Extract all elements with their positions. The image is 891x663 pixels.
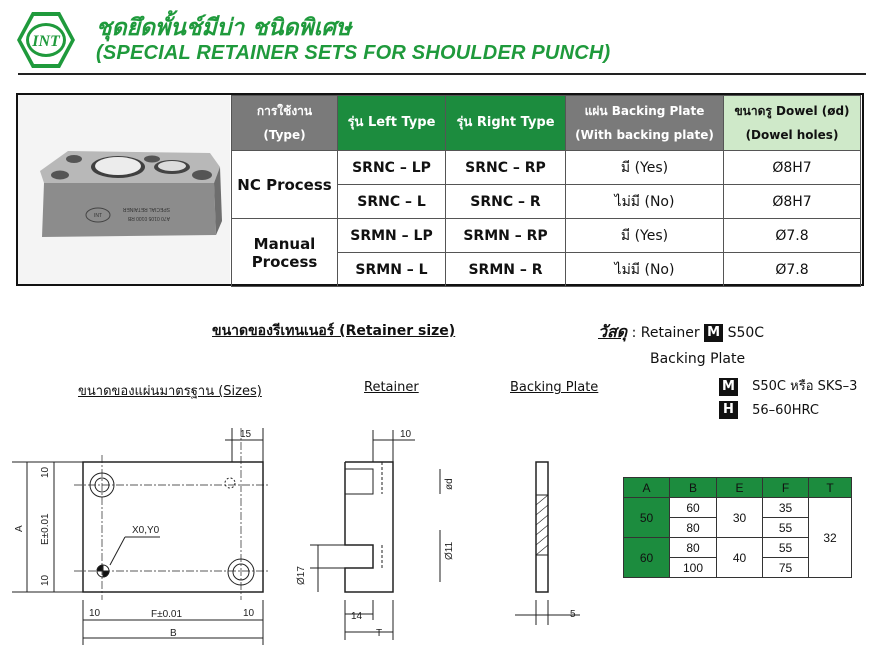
col-left-header: รุ่น Left Type bbox=[338, 96, 446, 151]
backing-cell: มี (Yes) bbox=[566, 219, 724, 253]
header-rule bbox=[18, 73, 866, 75]
material-retainer: วัสดุ : Retainer M S50C bbox=[598, 322, 765, 341]
material-backing-label: Backing Plate bbox=[650, 351, 746, 367]
dowel-cell: Ø8H7 bbox=[724, 185, 861, 219]
right-type-cell: SRNC – R bbox=[446, 185, 566, 219]
dim-15: 15 bbox=[240, 429, 252, 440]
dowel-cell: Ø7.8 bbox=[724, 253, 861, 287]
size-f: 35 bbox=[763, 498, 809, 518]
material-backing-m bbox=[719, 375, 857, 396]
logo-text: INT bbox=[32, 33, 60, 50]
title-thai: ชุดยึดพั้นช์มีบ่า ชนิดพิเศษ bbox=[96, 15, 352, 41]
size-f: 55 bbox=[763, 538, 809, 558]
backing-cell: มี (Yes) bbox=[566, 151, 724, 185]
backing-badge-m: M bbox=[719, 378, 738, 396]
backing-cell: ไม่มี (No) bbox=[566, 185, 724, 219]
dowel-cell: Ø7.8 bbox=[724, 219, 861, 253]
col-type-header: การใช้งาน (Type) bbox=[232, 96, 338, 151]
table-row bbox=[232, 151, 861, 185]
size-e-30: 30 bbox=[717, 498, 763, 538]
photo-engraving-1: SPECIAL RETAINER bbox=[122, 206, 170, 212]
size-b: 100 bbox=[670, 558, 717, 578]
backing-badge-h: H bbox=[719, 401, 738, 419]
size-e-40: 40 bbox=[717, 538, 763, 578]
dowel-cell: Ø8H7 bbox=[724, 151, 861, 185]
dim-b: B bbox=[170, 628, 177, 639]
table-row bbox=[232, 219, 861, 253]
dim-10-top: 10 bbox=[40, 466, 51, 478]
left-type-cell: SRNC – L bbox=[338, 185, 446, 219]
size-a-50: 50 bbox=[624, 498, 670, 538]
photo-engraving-2: A70 0105 0100 RB bbox=[127, 215, 170, 221]
spec-table bbox=[231, 95, 861, 287]
left-type-cell: SRMN – LP bbox=[338, 219, 446, 253]
dim-rd: ød bbox=[444, 478, 455, 490]
dim-r10: 10 bbox=[400, 429, 412, 440]
backing-cell: ไม่มี (No) bbox=[566, 253, 724, 287]
material-retainer-label: Retainer bbox=[640, 325, 700, 341]
title-english: (SPECIAL RETAINER SETS FOR SHOULDER PUNCH) bbox=[96, 42, 611, 64]
size-header-a: A bbox=[624, 478, 670, 498]
dim-t: T bbox=[376, 628, 383, 639]
sizes-title: ขนาดของแผ่นมาตรฐาน (Sizes) bbox=[78, 384, 262, 399]
retainer-photo bbox=[18, 95, 230, 284]
dim-a: A bbox=[14, 525, 25, 532]
material-backing-h bbox=[719, 401, 819, 419]
col-dowel-header: ขนาดรู Dowel (ød) (Dowel holes) bbox=[724, 96, 861, 151]
size-b: 80 bbox=[670, 538, 717, 558]
type-manual: Manual Process bbox=[232, 219, 338, 287]
size-table bbox=[623, 477, 852, 578]
retainer-size-title: ขนาดของรีเทนเนอร์ (Retainer size) bbox=[212, 323, 456, 339]
dim-10-right: 10 bbox=[243, 608, 255, 619]
right-type-cell: SRNC – RP bbox=[446, 151, 566, 185]
size-a-60: 60 bbox=[624, 538, 670, 578]
dim-r14: 14 bbox=[351, 611, 363, 622]
material-label: วัสดุ bbox=[598, 322, 628, 341]
col-backing-header: แผ่น Backing Plate (With backing plate) bbox=[566, 96, 724, 151]
size-header-f: F bbox=[763, 478, 809, 498]
type-nc: NC Process bbox=[232, 151, 338, 219]
backing-drawing-title: Backing Plate bbox=[510, 380, 599, 395]
dim-10-bot: 10 bbox=[40, 574, 51, 586]
size-header-e: E bbox=[717, 478, 763, 498]
size-header-t: T bbox=[809, 478, 852, 498]
svg-text:INT: INT bbox=[93, 213, 103, 219]
right-type-cell: SRMN – RP bbox=[446, 219, 566, 253]
dim-b5: 5 bbox=[570, 609, 576, 620]
right-type-cell: SRMN – R bbox=[446, 253, 566, 287]
size-header-b: B bbox=[670, 478, 717, 498]
size-f: 75 bbox=[763, 558, 809, 578]
technical-drawings bbox=[0, 420, 600, 663]
col-right-header: รุ่น Right Type bbox=[446, 96, 566, 151]
backing-value-h: 56–60HRC bbox=[752, 402, 819, 418]
dim-e: E±0.01 bbox=[40, 513, 51, 545]
size-t: 32 bbox=[809, 498, 852, 578]
left-type-cell: SRMN – L bbox=[338, 253, 446, 287]
dim-origin: X0,Y0 bbox=[132, 525, 160, 536]
size-b: 60 bbox=[670, 498, 717, 518]
dim-r17: Ø17 bbox=[296, 566, 307, 585]
dim-10-left: 10 bbox=[89, 608, 101, 619]
size-f: 55 bbox=[763, 518, 809, 538]
retainer-drawing-title: Retainer bbox=[364, 380, 419, 395]
backing-value-m: S50C หรือ SKS–3 bbox=[752, 379, 858, 394]
dim-r11: Ø11 bbox=[444, 541, 455, 560]
material-badge-m: M bbox=[704, 324, 723, 342]
material-retainer-value: S50C bbox=[727, 325, 765, 341]
size-b: 80 bbox=[670, 518, 717, 538]
dim-f: F±0.01 bbox=[151, 609, 183, 620]
left-type-cell: SRNC – LP bbox=[338, 151, 446, 185]
int-logo bbox=[16, 11, 76, 69]
